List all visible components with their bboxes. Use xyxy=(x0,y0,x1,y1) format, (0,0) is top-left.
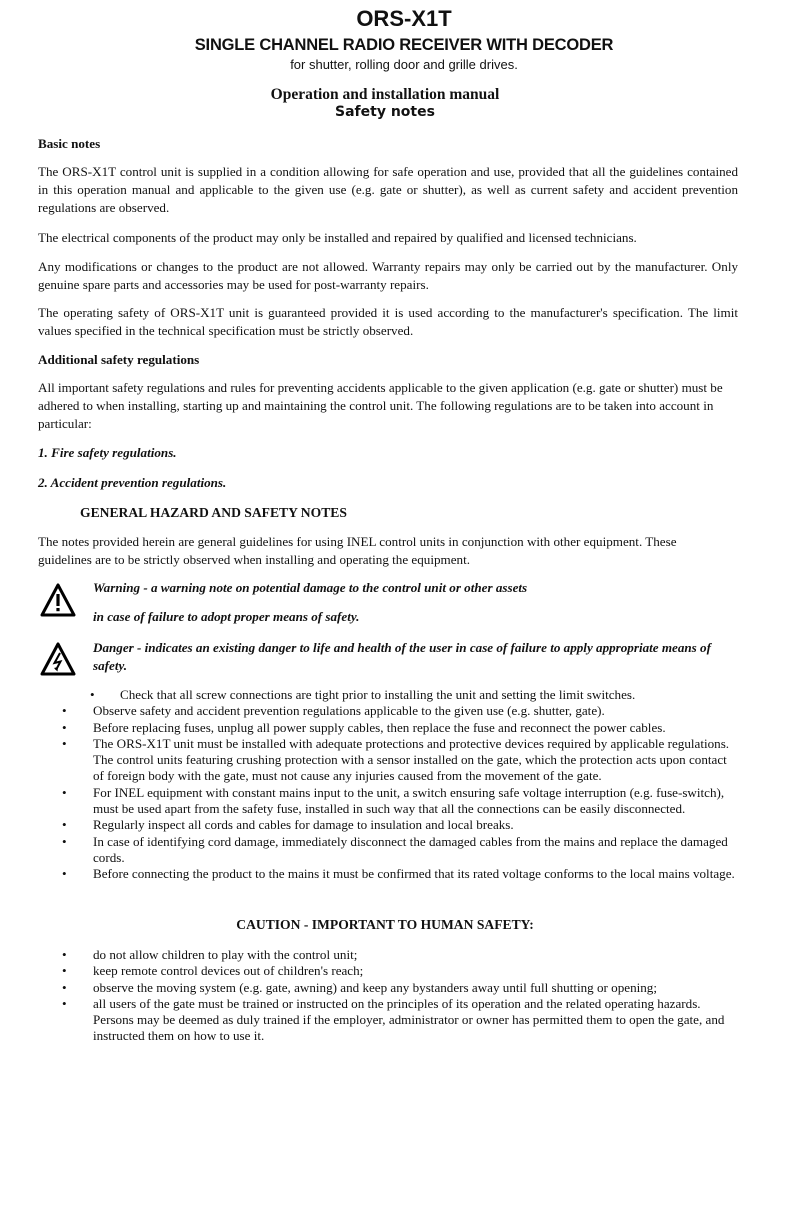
danger-note: Danger - indicates an existing danger to life and health of the user in case of failure to apply appropriate means of safety. xyxy=(93,640,711,673)
bullet-dot: • xyxy=(62,719,67,735)
additional-heading: Additional safety regulations xyxy=(38,352,200,367)
product-model: ORS-X1T xyxy=(356,6,452,31)
warning-note-line-2: in case of failure to adopt proper means of safety. xyxy=(93,609,360,624)
additional-paragraph: All important safety regulations and rules for preventing accidents applicable to the given application (e.g. gate or shutter) must be adhered to when installing, starting up and maintaining the control unit. The following regulations are to be taken into account in particular: xyxy=(38,380,723,431)
basic-paragraph-2: The electrical components of the product may only be installed and repaired by qualified and licensed technicians. xyxy=(38,230,637,245)
basic-notes-heading: Basic notes xyxy=(38,136,101,151)
bullet-dot: • xyxy=(62,735,67,751)
list-item: • Before replacing fuses, unplug all power supply cables, then replace the fuse and reconnect the power cables. xyxy=(62,719,666,735)
bullet-dot: • xyxy=(62,995,67,1011)
list-item: • keep remote control devices out of children's reach; xyxy=(62,963,364,979)
bullet-dot: • xyxy=(62,963,67,979)
bullet-dot: • xyxy=(62,947,67,962)
basic-paragraph-4: The operating safety of ORS-X1T unit is guaranteed provided it is used according to the manufacturer's specification. The limit values specified in the technical specification must be strictly observed. xyxy=(38,305,738,338)
list-item: • Regularly inspect all cords and cables for damage to insulation and local breaks. xyxy=(62,817,514,833)
basic-paragraph-1: The ORS-X1T control unit is supplied in a condition allowing for safe operation and use, provided that all the guidelines contained in this operation manual and applicable to the given use (e.g. gate or shutter), as well as current safety and accident prevention regulations are observed. xyxy=(38,164,738,215)
bullet-dot: • xyxy=(62,703,67,719)
list-item: • Check that all screw connections are tight prior to installing the unit and setting the limit switches. xyxy=(90,687,636,702)
warning-note-line-1: Warning - a warning note on potential damage to the control unit or other assets xyxy=(93,580,528,595)
warning-triangle-icon xyxy=(40,583,76,617)
manual-title: Operation and installation manual xyxy=(270,86,500,103)
bullet-dot: • xyxy=(62,866,67,882)
product-name: SINGLE CHANNEL RADIO RECEIVER WITH DECODER xyxy=(194,36,614,54)
regulation-item-2: 2. Accident prevention regulations. xyxy=(38,475,227,490)
basic-paragraph-3: Any modifications or changes to the product are not allowed. Warranty repairs may only be carried out by the manufacturer. Only genuine spare parts and accessories may be used for post-warranty repairs. xyxy=(38,259,738,292)
hazard-heading: GENERAL HAZARD AND SAFETY NOTES xyxy=(80,505,347,520)
list-item: • do not allow children to play with the control unit; xyxy=(62,947,358,962)
list-item: • all users of the gate must be trained or instructed on the principles of its operation and the related operating hazards. Persons may be deemed as duly trained if the employer, administrator or owner has permitted them to open the gate, and instructed them on how to use it. xyxy=(62,995,725,1044)
list-item: • For INEL equipment with constant mains input to the unit, a switch ensuring safe voltage interruption (e.g. fuse-switch), must be used apart from the safety fuse, installed in such way that all the connections can be easily disconnected. xyxy=(62,784,725,817)
caution-bullet-list xyxy=(0,947,738,1045)
list-item: • In case of identifying cord damage, immediately disconnect the damaged cables from the mains and replace the damaged cords. xyxy=(62,833,728,865)
hazard-bullet-list xyxy=(0,687,738,883)
list-item: • Observe safety and accident prevention regulations applicable to the given use (e.g. shutter, gate). xyxy=(62,703,605,719)
list-item: • Before connecting the product to the mains it must be confirmed that its rated voltage conforms to the local mains voltage. xyxy=(62,866,735,882)
caution-heading: CAUTION - IMPORTANT TO HUMAN SAFETY: xyxy=(236,917,534,932)
regulation-item-1: 1. Fire safety regulations. xyxy=(38,445,177,460)
bullet-dot: • xyxy=(62,833,67,849)
bullet-dot: • xyxy=(62,979,67,995)
hazard-paragraph: The notes provided herein are general guidelines for using INEL control units in conjunction with other equipment. These guidelines are to be strictly observed when installing and operating the equipment. xyxy=(38,534,677,567)
high-voltage-icon xyxy=(40,642,76,676)
list-item: • The ORS-X1T unit must be installed with adequate protections and protective devices required by applicable regulations. The control units featuring crushing protection with a sensor installed on the gate, which the protection acts upon contact of foreign body with the gate, must not cause any injuries caused from the movement of the gate. xyxy=(62,735,730,784)
bullet-dot: • xyxy=(62,817,67,833)
bullet-dot: • xyxy=(90,687,95,702)
product-tagline: for shutter, rolling door and grille drives. xyxy=(290,57,518,72)
list-item: • observe the moving system (e.g. gate, awning) and keep any bystanders away until full shutting or opening; xyxy=(62,979,657,995)
bullet-dot: • xyxy=(62,784,67,800)
safety-notes-title: Safety notes xyxy=(335,104,435,120)
